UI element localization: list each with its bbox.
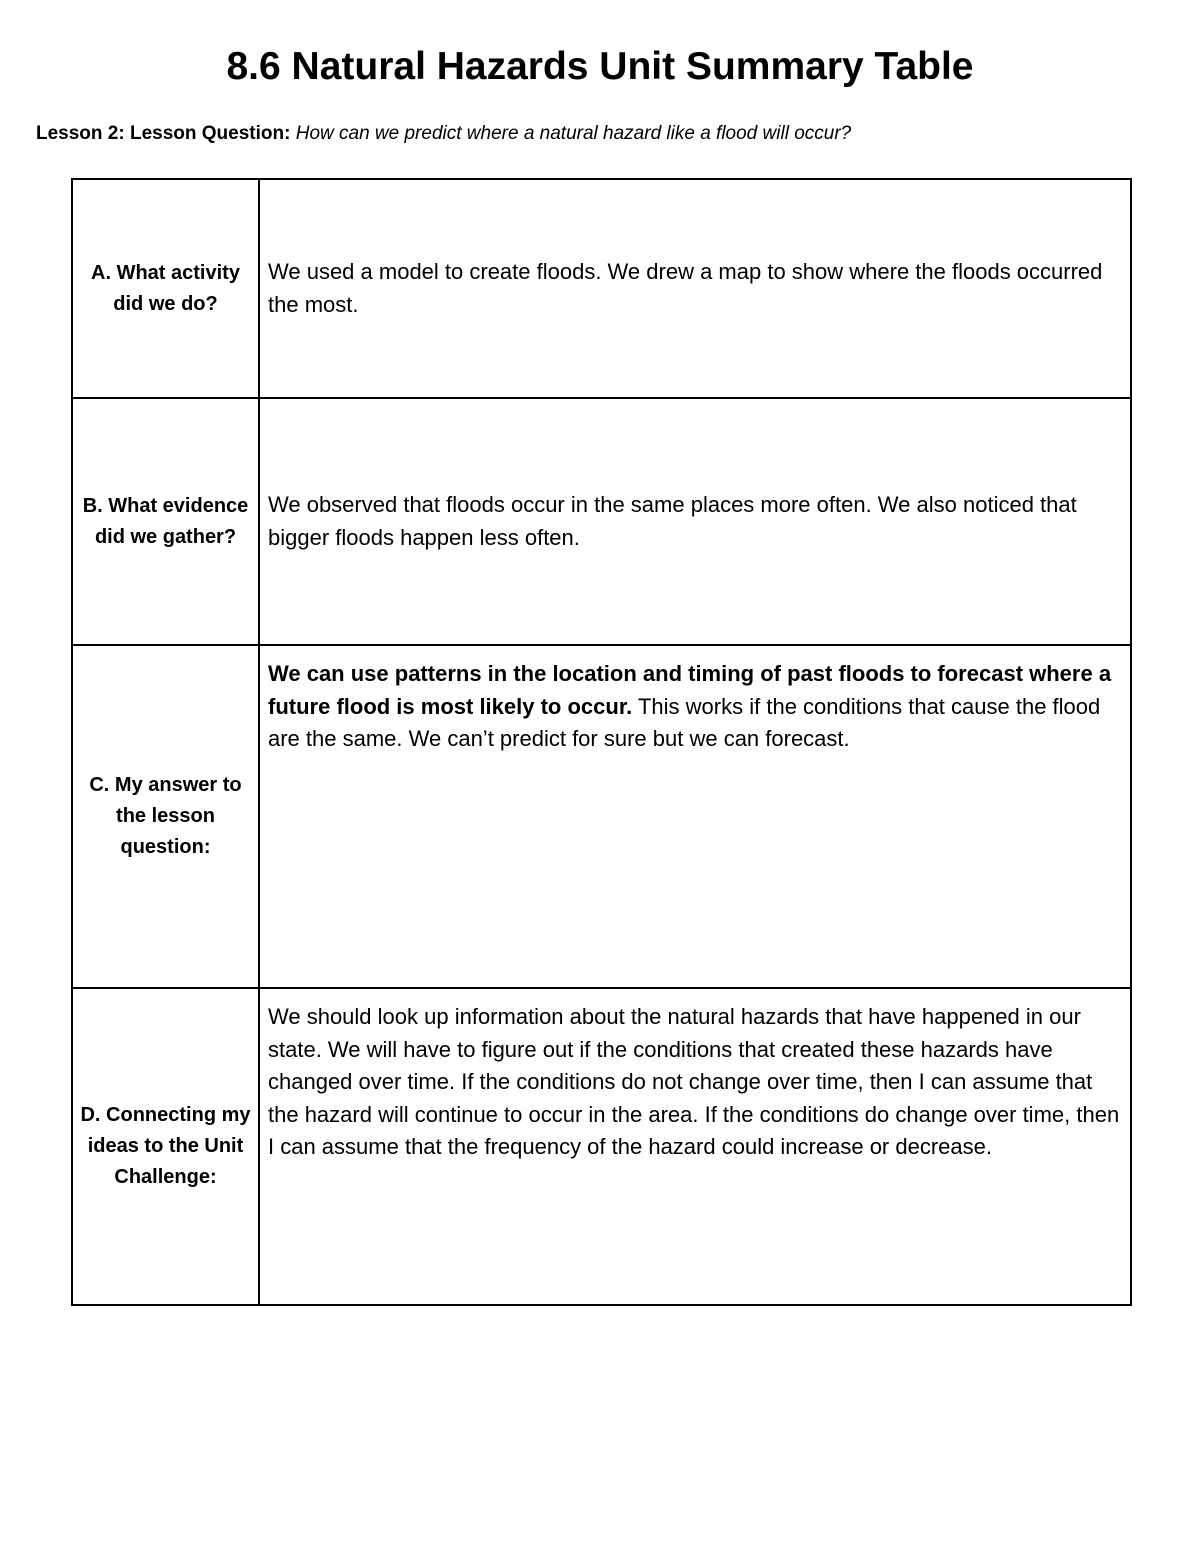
lesson-label: Lesson 2: Lesson Question: xyxy=(36,123,291,144)
lesson-question: How can we predict where a natural hazard like a flood will occur? xyxy=(295,123,852,144)
lesson-line xyxy=(36,120,1166,148)
table-row-evidence xyxy=(72,398,1131,645)
row-label-connecting: D. Connecting my ideas to the Unit Challenge: xyxy=(72,988,259,1305)
row-answer-activity: We used a model to create floods. We drew a map to show where the floods occurred the most. xyxy=(259,179,1131,398)
row-answer-evidence: We observed that floods occur in the same places more often. We also noticed that bigger floods happen less often. xyxy=(259,398,1131,645)
table-row-connecting xyxy=(72,988,1131,1305)
answer-rest-text: This works if the conditions that cause the flood are the same. We can’t predict for sure but we can forecast. xyxy=(268,693,1101,751)
page-title: 8.6 Natural Hazards Unit Summary Table xyxy=(226,45,974,88)
row-label-answer: C. My answer to the lesson question: xyxy=(72,645,259,988)
summary-table xyxy=(71,178,1132,1306)
row-label-activity: A. What activity did we do? xyxy=(72,179,259,398)
table-row-activity xyxy=(72,179,1131,398)
row-answer-connecting: We should look up information about the natural hazards that have happened in our state. We will have to figure out if the conditions that created these hazards have changed over time. If the conditions do not change over time, then I can assume that the hazard will continue to occur in the area. If the conditions do change over time, then I can assume that the frequency of the hazard could increase or decrease. xyxy=(259,988,1131,1305)
row-answer-lesson-question xyxy=(259,645,1131,988)
row-label-evidence: B. What evidence did we gather? xyxy=(72,398,259,645)
table-row-answer xyxy=(72,645,1131,988)
answer-bold-text: We can use patterns in the location and timing of past floods to forecast where a future flood is most likely to occur. xyxy=(268,661,1112,719)
